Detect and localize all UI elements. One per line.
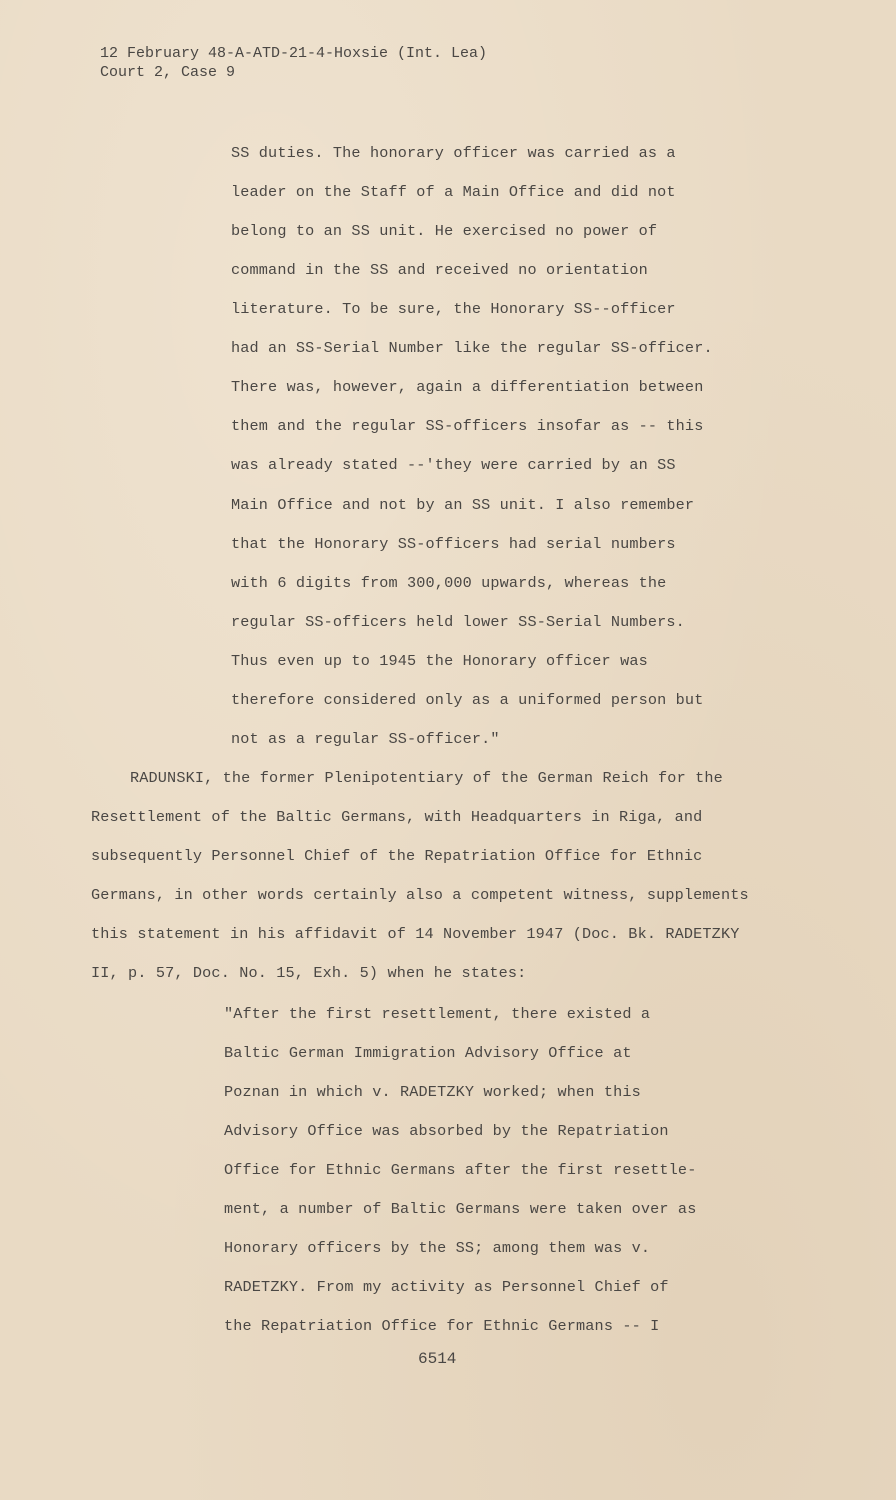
text-line: Main Office and not by an SS unit. I also remember [231,496,695,514]
text-line: them and the regular SS-officers insofar as -- this [231,417,704,435]
text-line: RADETZKY. From my activity as Personnel Chief of [224,1278,669,1296]
text-line: with 6 digits from 300,000 upwards, whereas the [231,574,667,592]
text-line: regular SS-officers held lower SS-Serial Numbers. [231,613,685,631]
text-line: was already stated --'they were carried by an SS [231,456,676,474]
text-line: Resettlement of the Baltic Germans, with Headquarters in Riga, and [91,808,703,826]
text-line: Honorary officers by the SS; among them was v. [224,1239,651,1257]
text-line: leader on the Staff of a Main Office and did not [231,183,676,201]
text-line: Germans, in other words certainly also a competent witness, supplements [91,886,749,904]
header-line-1: 12 February 48-A-ATD-21-4-Hoxsie (Int. Lea) [100,45,488,62]
text-line: subsequently Personnel Chief of the Repatriation Office for Ethnic [91,847,703,865]
text-line: this statement in his affidavit of 14 November 1947 (Doc. Bk. RADETZKY [91,925,740,943]
text-line: command in the SS and received no orientation [231,261,648,279]
text-line: ment, a number of Baltic Germans were taken over as [224,1200,697,1218]
text-line: therefore considered only as a uniformed person but [231,691,704,709]
text-line: that the Honorary SS-officers had serial numbers [231,535,676,553]
text-line: literature. To be sure, the Honorary SS--officer [231,300,676,318]
text-line: Advisory Office was absorbed by the Repatriation [224,1122,669,1140]
text-line: SS duties. The honorary officer was carried as a [231,144,676,162]
document-header [100,44,487,82]
text-line: belong to an SS unit. He exercised no power of [231,222,658,240]
text-line: Poznan in which v. RADETZKY worked; when this [224,1083,641,1101]
text-line: had an SS-Serial Number like the regular SS-officer. [231,339,713,357]
text-line: not as a regular SS-officer." [231,730,500,748]
page-number: 6514 [418,1350,457,1368]
text-line: Baltic German Immigration Advisory Office at [224,1044,632,1062]
text-line: There was, however, again a differentiation between [231,378,704,396]
text-line: "After the first resettlement, there existed a [224,1005,651,1023]
header-line-2: Court 2, Case 9 [100,64,236,81]
text-line: Office for Ethnic Germans after the first resettle- [224,1161,697,1179]
text-line: the Repatriation Office for Ethnic Germans -- I [224,1317,660,1335]
text-line: Thus even up to 1945 the Honorary officer was [231,652,648,670]
text-line: RADUNSKI, the former Plenipotentiary of the German Reich for the [130,769,723,787]
text-line: II, p. 57, Doc. No. 15, Exh. 5) when he states: [91,964,527,982]
